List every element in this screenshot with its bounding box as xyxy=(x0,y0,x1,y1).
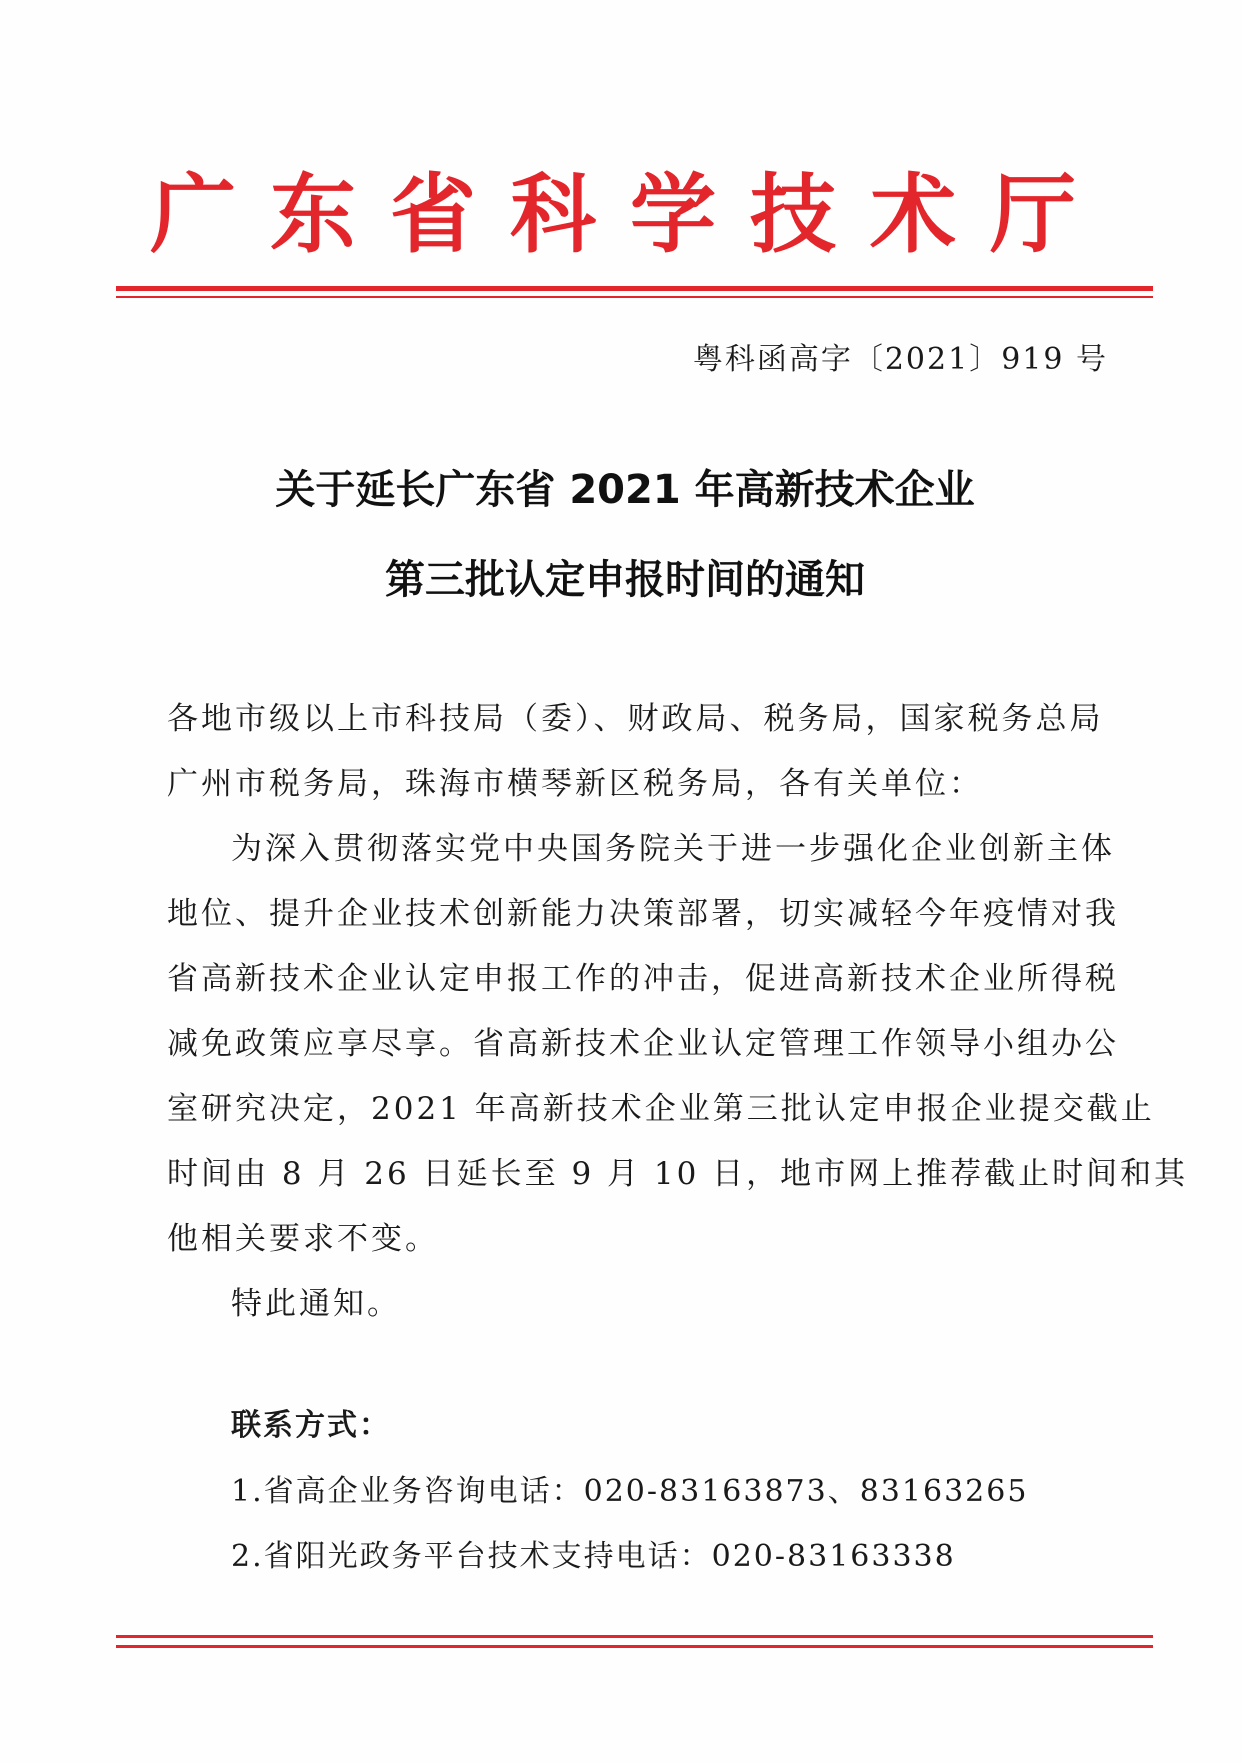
contact-heading: 联系方式： xyxy=(231,1408,391,1443)
body-line-2: 地位、提升企业技术创新能力决策部署，切实减轻今年疫情对我 xyxy=(167,896,1119,932)
body-line-1: 为深入贯彻落实党中央国务院关于进一步强化企业创新主体 xyxy=(231,831,1115,867)
notice-title-line-2: 第三批认定申报时间的通知 xyxy=(385,557,865,603)
letterhead-rule-thin xyxy=(116,296,1153,298)
addressee-line-1: 各地市级以上市科技局（委）、财政局、税务局，国家税务总局 xyxy=(167,701,1104,737)
footer-rule-thick xyxy=(116,1635,1153,1638)
body-line-5: 室研究决定，2021 年高新技术企业第三批认定申报企业提交截止 xyxy=(167,1091,1155,1127)
addressee-line-2: 广州市税务局，珠海市横琴新区税务局，各有关单位： xyxy=(167,766,983,802)
letterhead-org-name: 广东省科学技术厅 xyxy=(150,164,1110,265)
contact-line-2: 2.省阳光政务平台技术支持电话：020-83163338 xyxy=(231,1539,956,1574)
body-line-4: 减免政策应享尽享。省高新技术企业认定管理工作领导小组办公 xyxy=(167,1026,1119,1062)
closing-line: 特此通知。 xyxy=(231,1286,401,1322)
footer-rule-thin xyxy=(116,1645,1153,1648)
notice-title-line-1: 关于延长广东省 2021 年高新技术企业 xyxy=(275,467,975,513)
body-line-3: 省高新技术企业认定申报工作的冲击，促进高新技术企业所得税 xyxy=(167,961,1119,997)
document-number: 粤科函高字〔2021〕919 号 xyxy=(692,342,1108,377)
body-line-6: 时间由 8 月 26 日延长至 9 月 10 日，地市网上推荐截止时间和其 xyxy=(167,1156,1189,1192)
letterhead-rule-thick xyxy=(116,286,1153,291)
contact-line-1: 1.省高企业务咨询电话：020-83163873、83163265 xyxy=(231,1474,1029,1509)
body-line-7: 他相关要求不变。 xyxy=(167,1221,439,1257)
